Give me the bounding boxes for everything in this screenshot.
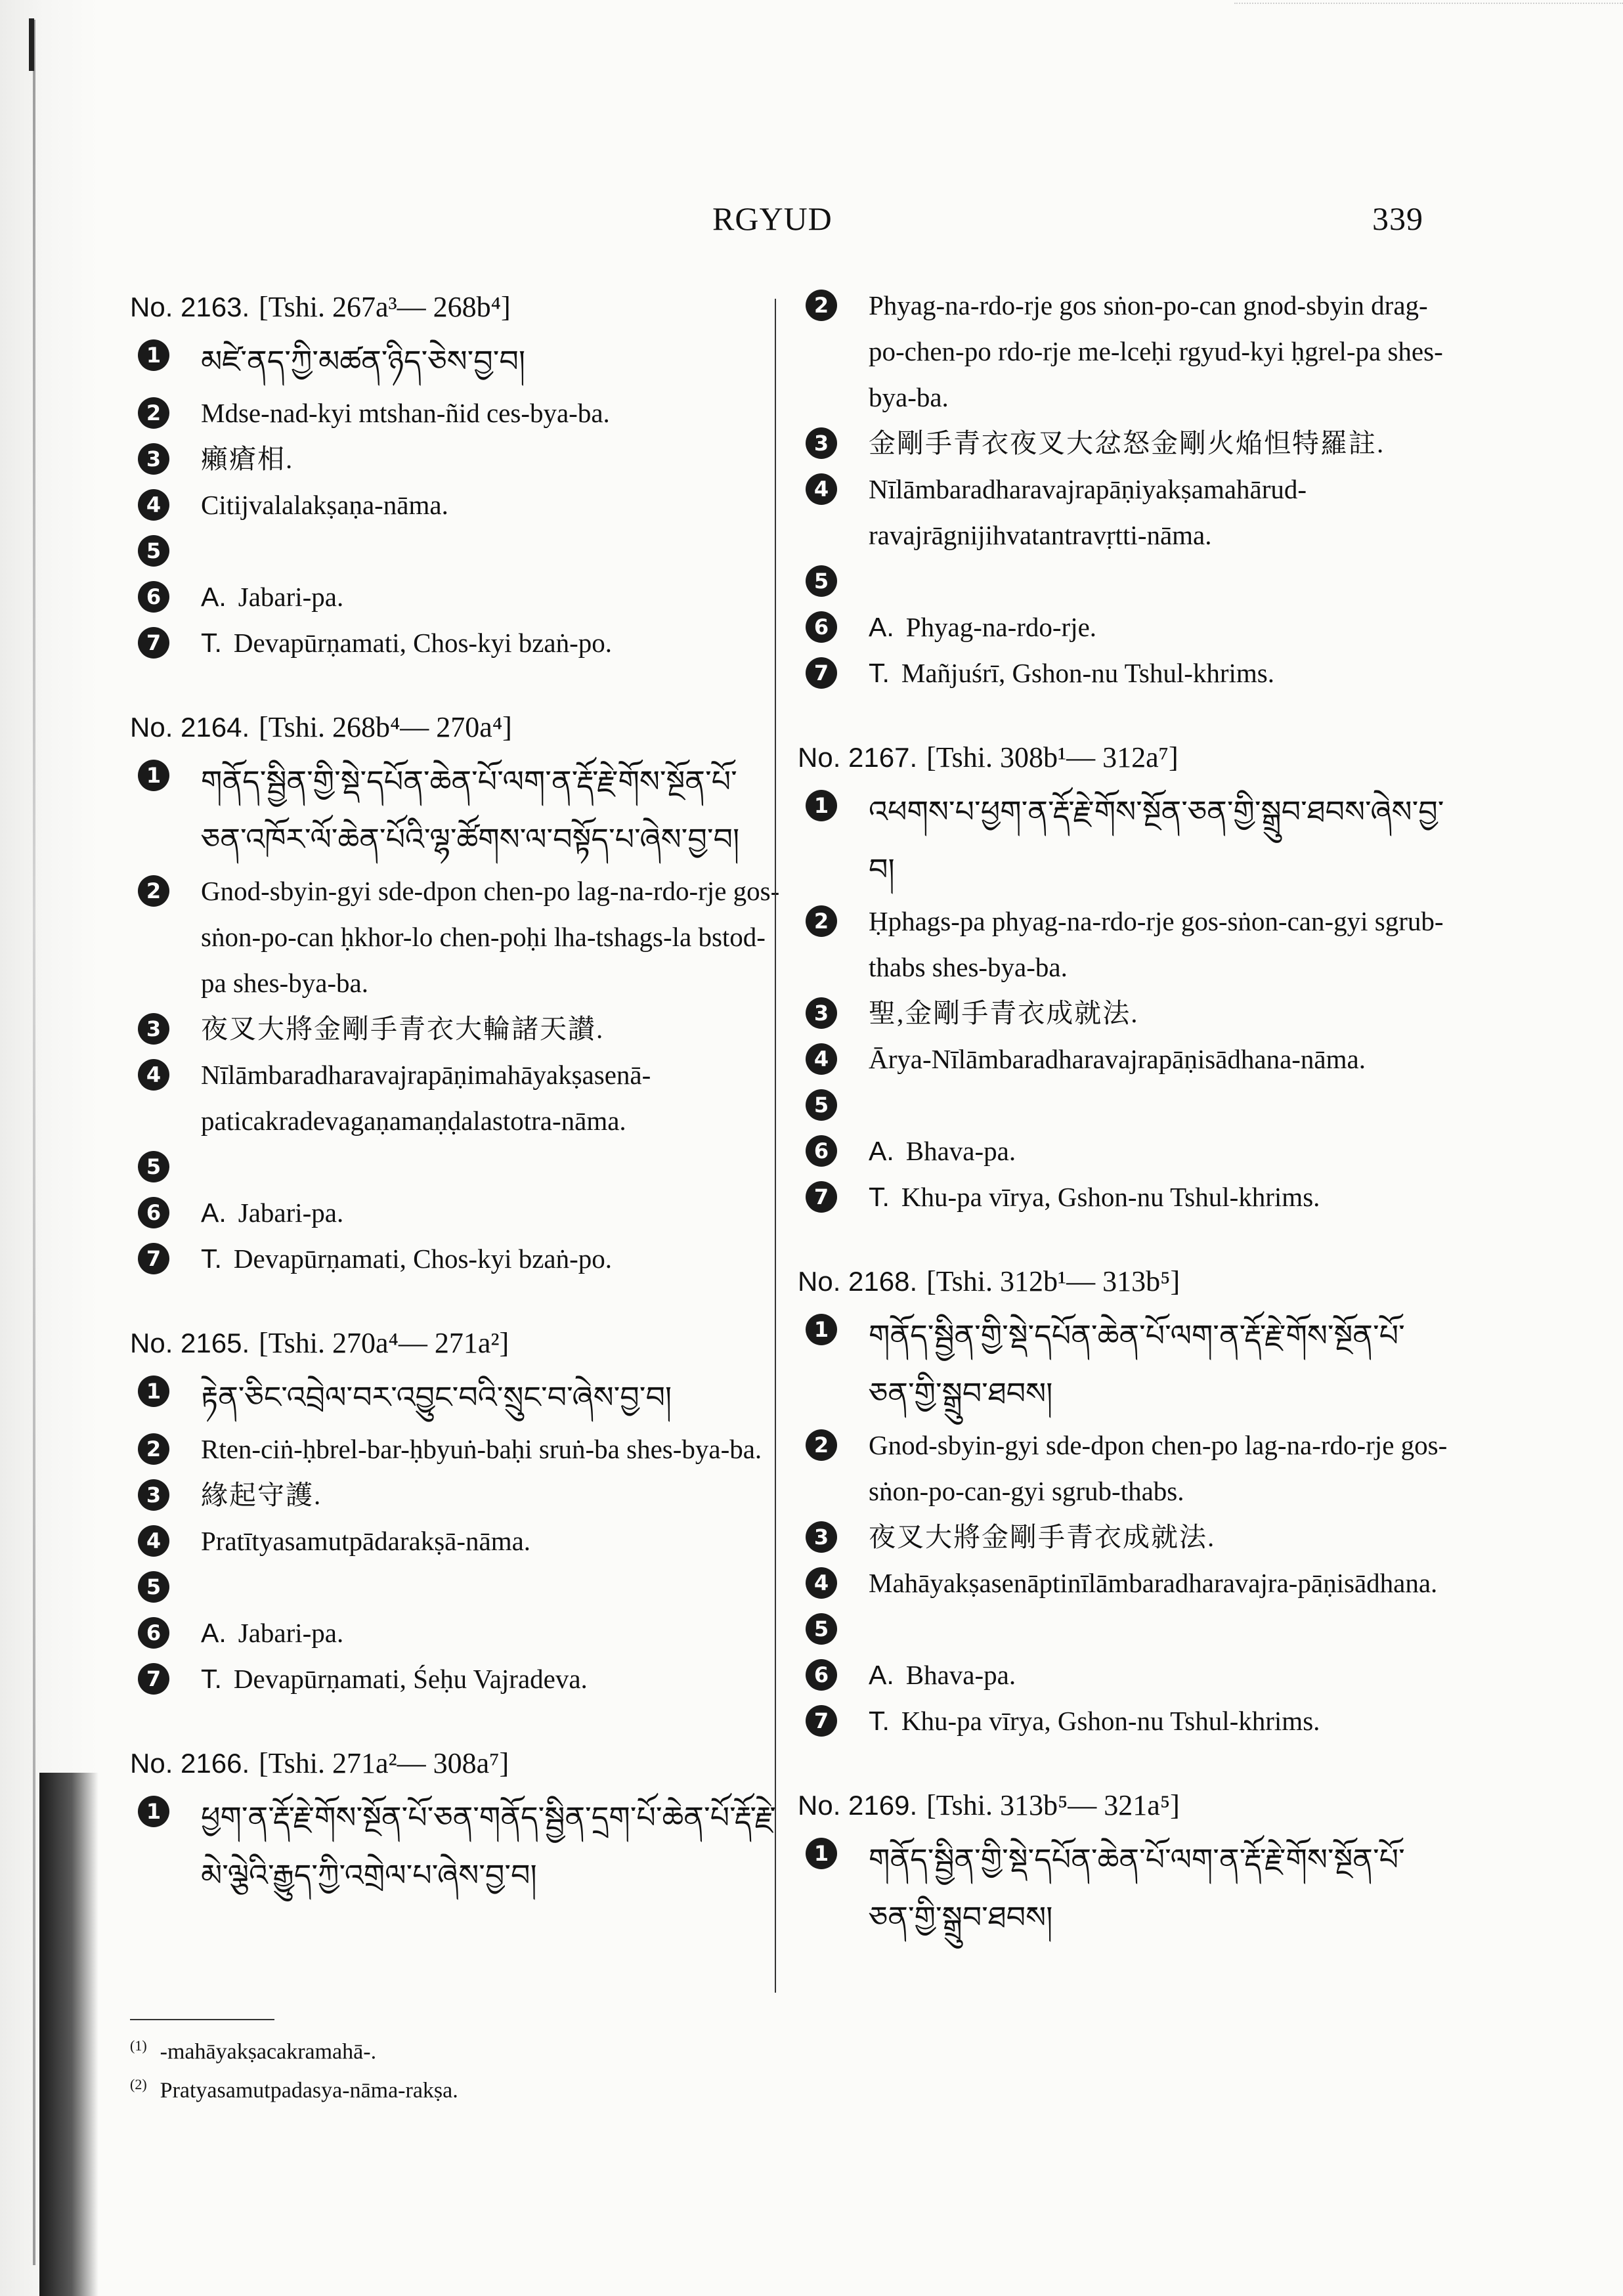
line-value: Ārya-Nīlāmbaradharavajrapāṇisādhana-nāma. xyxy=(869,1044,1366,1074)
entry-line xyxy=(798,420,1448,466)
tibetan-title xyxy=(869,1307,1448,1422)
entry-heading xyxy=(798,1781,1448,1830)
line-number-badge: 1 xyxy=(806,1838,837,1869)
line-value: Bhava-pa. xyxy=(905,1136,1016,1166)
entry-number: No. 2168. xyxy=(798,1266,918,1297)
entry-line xyxy=(130,1610,780,1656)
entry-line xyxy=(130,1426,780,1472)
line-number-badge: 2 xyxy=(138,875,169,907)
catalog-entry xyxy=(798,733,1448,1220)
entry-line xyxy=(130,620,780,666)
footnote-mark: (2) xyxy=(130,2076,147,2093)
entry-line xyxy=(130,1006,780,1052)
line-value: Devapūrṇamati, Chos-kyi bzaṅ-po. xyxy=(233,1244,613,1274)
line-number-badge: 4 xyxy=(806,1043,837,1075)
role-label: A. xyxy=(869,1136,894,1166)
entry-line xyxy=(798,1560,1448,1606)
line-text xyxy=(201,1610,780,1656)
entry-line xyxy=(130,574,780,620)
line-value: Phyag-na-rdo-rje. xyxy=(905,612,1097,642)
line-text xyxy=(201,1518,780,1564)
line-number-badge: 3 xyxy=(138,443,169,475)
line-number-badge: 4 xyxy=(138,1059,169,1091)
line-value: Jabari-pa. xyxy=(238,1198,344,1228)
role-label: T. xyxy=(869,658,890,688)
entry-number: No. 2165. xyxy=(130,1328,250,1358)
catalog-entry xyxy=(798,1257,1448,1744)
entry-line xyxy=(130,482,780,528)
line-value: Nīlāmbaradharavajrapāṇimahāyakṣasenā-paticakradevagaṇamaṇḍalastotra-nāma. xyxy=(201,1060,651,1136)
entry-line xyxy=(798,1174,1448,1220)
binding-gutter-line xyxy=(33,20,35,2265)
line-value: 聖,金剛手青衣成就法. xyxy=(869,998,1139,1028)
line-number-badge: 3 xyxy=(138,1013,169,1045)
tibetan-title xyxy=(201,332,780,390)
line-number-badge: 5 xyxy=(806,565,837,597)
entry-line xyxy=(798,558,1448,604)
line-value: Pratītyasamutpādarakṣā-nāma. xyxy=(201,1526,531,1556)
catalog-entry xyxy=(798,282,1448,696)
entry-line xyxy=(130,868,780,1006)
line-number-badge: 2 xyxy=(806,290,837,321)
line-number-badge: 6 xyxy=(806,1135,837,1167)
entry-line xyxy=(130,1236,780,1282)
line-value: Nīlāmbaradharavajrapāṇiyakṣamahārud-ravajrāgnijihvatantravṛtti-nāma. xyxy=(869,474,1307,550)
entry-line xyxy=(130,1656,780,1702)
binding-mark xyxy=(29,18,34,71)
line-text xyxy=(201,1426,780,1472)
line-text xyxy=(869,1128,1448,1174)
line-number-badge: 1 xyxy=(138,339,169,371)
entry-line xyxy=(798,604,1448,650)
line-value: 金剛手青衣夜叉大忿怒金剛火焔怛特羅註. xyxy=(869,428,1385,458)
line-value: Jabari-pa. xyxy=(238,582,344,612)
folio-reference: [Tshi. 308b¹— 312a⁷] xyxy=(926,741,1179,773)
line-number-badge: 6 xyxy=(806,611,837,643)
line-number-badge: 3 xyxy=(138,1479,169,1511)
binding-dark-edge xyxy=(39,1773,98,2296)
line-number-badge: 7 xyxy=(806,1705,837,1737)
folio-reference: [Tshi. 267a³— 268b⁴] xyxy=(259,291,511,323)
entry-line xyxy=(798,1307,1448,1422)
line-number-badge: 3 xyxy=(806,1521,837,1553)
entry-line xyxy=(130,1368,780,1426)
line-number-badge: 4 xyxy=(138,1525,169,1557)
footnote-rule xyxy=(130,2019,274,2020)
role-label: A. xyxy=(869,1660,894,1690)
line-value: Mañjuśrī, Gshon-nu Tshul-khrims. xyxy=(901,658,1275,688)
line-text xyxy=(201,390,780,436)
line-number-badge: 6 xyxy=(138,581,169,613)
entry-line xyxy=(798,1698,1448,1744)
entry-heading xyxy=(130,1739,780,1788)
running-title: RGYUD xyxy=(712,200,833,237)
chinese-title xyxy=(201,1006,780,1052)
entry-line xyxy=(798,1082,1448,1128)
entry-line xyxy=(130,1518,780,1564)
line-number-badge: 1 xyxy=(138,1375,169,1407)
footnote xyxy=(130,2029,721,2068)
entry-line xyxy=(798,990,1448,1036)
line-value: Rten-ciṅ-ḥbrel-bar-ḥbyuṅ-baḥi sruṅ-ba shes-bya-ba. xyxy=(201,1434,762,1464)
line-text xyxy=(201,1236,780,1282)
line-text xyxy=(201,482,780,528)
entry-line xyxy=(130,752,780,868)
line-text xyxy=(869,466,1448,558)
line-value: Phyag-na-rdo-rje gos sṅon-po-can gnod-sbyin drag-po-chen-po rdo-rje me-lceḥi rgyud-kyi ḥgrel-pa shes-bya-ba. xyxy=(869,290,1443,412)
line-value: Devapūrṇamati, Śeḥu Vajradeva. xyxy=(233,1664,588,1694)
entry-line xyxy=(130,1564,780,1610)
tibetan-title xyxy=(201,1788,780,1904)
line-value: Mdse-nad-kyi mtshan-ñid ces-bya-ba. xyxy=(201,398,610,428)
line-number-badge: 1 xyxy=(806,790,837,821)
line-value: Citijvalalakṣaṇa-nāma. xyxy=(201,490,448,520)
line-text xyxy=(201,574,780,620)
line-text xyxy=(869,650,1448,696)
chinese-title xyxy=(869,990,1448,1036)
line-text xyxy=(869,1174,1448,1220)
line-number-badge: 1 xyxy=(806,1314,837,1345)
line-value: མཛེ་ནད་ཀྱི་མཚན་ཉིད་ཅེས་བྱ་བ། xyxy=(201,343,526,379)
page-number: 339 xyxy=(1372,200,1423,237)
chinese-title xyxy=(201,436,780,482)
catalog-entry xyxy=(130,1739,780,1904)
line-value: 夜叉大將金剛手青衣大輪諸天讃. xyxy=(201,1014,605,1044)
line-value: 夜叉大將金剛手青衣成就法. xyxy=(869,1522,1216,1552)
line-number-badge: 1 xyxy=(138,760,169,791)
column-divider xyxy=(775,299,776,1993)
line-number-badge: 4 xyxy=(806,1567,837,1599)
entry-line xyxy=(130,1144,780,1190)
role-label: A. xyxy=(201,1198,227,1228)
role-label: A. xyxy=(201,1618,227,1648)
entry-heading xyxy=(798,733,1448,783)
entry-line xyxy=(798,1422,1448,1514)
left-column xyxy=(130,282,780,1941)
entry-line xyxy=(130,390,780,436)
entry-line xyxy=(798,466,1448,558)
entry-number: No. 2167. xyxy=(798,742,918,773)
chinese-title xyxy=(201,1472,780,1518)
line-text xyxy=(201,620,780,666)
line-number-badge: 5 xyxy=(138,1571,169,1603)
line-value: རྟེན་ཅིང་འབྲེལ་བར་འབྱུང་བའི་སྲུང་བ་ཞེས་བྱ་བ། xyxy=(201,1379,672,1415)
line-value: Jabari-pa. xyxy=(238,1618,344,1648)
line-value: གནོད་སྦྱིན་གྱི་སྡེ་དཔོན་ཆེན་པོ་ལག་ན་རྡོ་རྗེ་གོས་སྔོན་པོ་ཅན་གྱི་སྒྲུབ་ཐབས། xyxy=(869,1318,1405,1411)
entry-line xyxy=(798,1830,1448,1946)
entry-line xyxy=(798,1652,1448,1698)
tibetan-title xyxy=(869,783,1448,898)
role-label: T. xyxy=(869,1706,890,1736)
top-dotted-rule xyxy=(1234,3,1623,4)
entry-heading xyxy=(798,1257,1448,1307)
tibetan-title xyxy=(201,752,780,868)
line-text xyxy=(869,898,1448,990)
line-number-badge: 3 xyxy=(806,997,837,1029)
entry-heading xyxy=(130,1318,780,1368)
entry-line xyxy=(130,528,780,574)
tibetan-title xyxy=(201,1368,780,1426)
role-label: A. xyxy=(201,582,227,612)
line-text xyxy=(869,604,1448,650)
chinese-title xyxy=(869,1514,1448,1560)
entry-line xyxy=(130,436,780,482)
line-number-badge: 5 xyxy=(806,1089,837,1121)
entry-heading xyxy=(130,703,780,752)
entry-line xyxy=(798,1128,1448,1174)
role-label: A. xyxy=(869,612,894,642)
line-text xyxy=(201,1052,780,1144)
line-value: Mahāyakṣasenāptinīlāmbaradharavajra-pāṇisādhana. xyxy=(869,1568,1438,1598)
line-value: 緣起守護. xyxy=(201,1480,322,1510)
entry-line xyxy=(130,1788,780,1904)
catalog-entry xyxy=(130,282,780,666)
entry-line xyxy=(130,1052,780,1144)
line-text xyxy=(869,1698,1448,1744)
entry-line xyxy=(130,1190,780,1236)
line-value: Bhava-pa. xyxy=(905,1660,1016,1690)
role-label: T. xyxy=(869,1182,890,1212)
catalog-entry xyxy=(798,1781,1448,1946)
line-value: Ḥphags-pa phyag-na-rdo-rje gos-sṅon-can-gyi sgrub-thabs shes-bya-ba. xyxy=(869,906,1444,982)
line-value: འཕགས་པ་ཕྱག་ན་རྡོ་རྗེ་གོས་སྔོན་ཅན་གྱི་སྒྲུབ་ཐབས་ཞེས་བྱ་བ། xyxy=(869,794,1444,887)
line-text xyxy=(869,1036,1448,1082)
entry-number: No. 2166. xyxy=(130,1748,250,1779)
line-text xyxy=(869,1422,1448,1514)
line-number-badge: 7 xyxy=(138,1663,169,1695)
entry-line xyxy=(798,1606,1448,1652)
folio-reference: [Tshi. 271a²— 308a⁷] xyxy=(259,1747,509,1779)
entry-heading xyxy=(130,282,780,332)
line-value: གནོད་སྦྱིན་གྱི་སྡེ་དཔོན་ཆེན་པོ་ལག་ན་རྡོ་རྗེ་གོས་སྔོན་པོ་ཅན་འཁོར་ལོ་ཆེན་པོའི་ལྷ་ཚོགས་ལ་བསྟོད་པ་ཞེས་བྱ་བ། xyxy=(201,764,740,857)
folio-reference: [Tshi. 313b⁵— 321a⁵] xyxy=(926,1789,1180,1821)
line-text xyxy=(201,1190,780,1236)
entry-line xyxy=(798,650,1448,696)
line-number-badge: 3 xyxy=(806,427,837,459)
chinese-title xyxy=(869,420,1448,466)
line-value: 癩瘡相. xyxy=(201,444,294,474)
line-number-badge: 2 xyxy=(138,397,169,429)
footnote-text: -mahāyakṣacakramahā-. xyxy=(160,2039,377,2064)
entry-line xyxy=(798,1036,1448,1082)
line-number-badge: 5 xyxy=(138,1151,169,1182)
right-column xyxy=(798,282,1448,1983)
line-value: ཕྱག་ན་རྡོ་རྗེ་གོས་སྔོན་པོ་ཅན་གནོད་སྦྱིན་དྲག་པོ་ཆེན་པོ་རྡོ་རྗེ་མེ་ལྕེའི་རྒྱུད་ཀྱི་འགྲེལ་པ་ཞེས་བྱ་བ། xyxy=(201,1800,776,1893)
line-number-badge: 7 xyxy=(806,657,837,689)
line-number-badge: 2 xyxy=(806,1429,837,1461)
entry-line xyxy=(798,282,1448,420)
entry-number: No. 2163. xyxy=(130,292,250,322)
line-number-badge: 7 xyxy=(138,627,169,659)
line-number-badge: 1 xyxy=(138,1796,169,1827)
line-number-badge: 7 xyxy=(806,1181,837,1213)
line-value: Devapūrṇamati, Chos-kyi bzaṅ-po. xyxy=(233,628,613,658)
entry-line xyxy=(130,1472,780,1518)
line-text xyxy=(869,1560,1448,1606)
line-number-badge: 5 xyxy=(138,535,169,567)
line-value: Khu-pa vīrya, Gshon-nu Tshul-khrims. xyxy=(901,1182,1320,1212)
line-value: Gnod-sbyin-gyi sde-dpon chen-po lag-na-rdo-rje gos-sṅon-po-can-gyi sgrub-thabs. xyxy=(869,1430,1448,1506)
line-text xyxy=(869,1652,1448,1698)
entry-line xyxy=(798,1514,1448,1560)
folio-reference: [Tshi. 312b¹— 313b⁵] xyxy=(926,1265,1180,1297)
tibetan-title xyxy=(869,1830,1448,1946)
line-text xyxy=(201,1656,780,1702)
line-number-badge: 4 xyxy=(806,473,837,505)
footnote xyxy=(130,2068,721,2107)
entry-number: No. 2164. xyxy=(130,712,250,743)
line-number-badge: 5 xyxy=(806,1613,837,1645)
role-label: T. xyxy=(201,1244,222,1274)
entry-line xyxy=(798,898,1448,990)
role-label: T. xyxy=(201,1664,222,1694)
entry-number: No. 2169. xyxy=(798,1790,918,1821)
folio-reference: [Tshi. 268b⁴— 270a⁴] xyxy=(259,711,512,743)
footnote-mark: (1) xyxy=(130,2037,147,2054)
entry-line xyxy=(798,783,1448,898)
line-number-badge: 2 xyxy=(806,905,837,937)
line-number-badge: 6 xyxy=(806,1659,837,1691)
catalog-entry xyxy=(130,1318,780,1702)
line-number-badge: 6 xyxy=(138,1617,169,1649)
role-label: T. xyxy=(201,628,222,658)
line-text xyxy=(201,868,780,1006)
line-number-badge: 4 xyxy=(138,489,169,521)
line-number-badge: 6 xyxy=(138,1197,169,1228)
catalog-entry xyxy=(130,703,780,1282)
line-number-badge: 2 xyxy=(138,1433,169,1465)
line-number-badge: 7 xyxy=(138,1243,169,1274)
line-text xyxy=(869,282,1448,420)
line-value: Khu-pa vīrya, Gshon-nu Tshul-khrims. xyxy=(901,1706,1320,1736)
footnote-text: Pratyasamutpadasya-nāma-rakṣa. xyxy=(160,2078,458,2103)
footnotes xyxy=(130,2019,721,2108)
folio-reference: [Tshi. 270a⁴— 271a²] xyxy=(259,1327,509,1359)
entry-line xyxy=(130,332,780,390)
line-value: གནོད་སྦྱིན་གྱི་སྡེ་དཔོན་ཆེན་པོ་ལག་ན་རྡོ་རྗེ་གོས་སྔོན་པོ་ཅན་གྱི་སྒྲུབ་ཐབས། xyxy=(869,1842,1405,1935)
line-value: Gnod-sbyin-gyi sde-dpon chen-po lag-na-rdo-rje gos-sṅon-po-can ḥkhor-lo chen-poḥi lha-tshags-la bstod-pa shes-bya-ba. xyxy=(201,876,780,998)
